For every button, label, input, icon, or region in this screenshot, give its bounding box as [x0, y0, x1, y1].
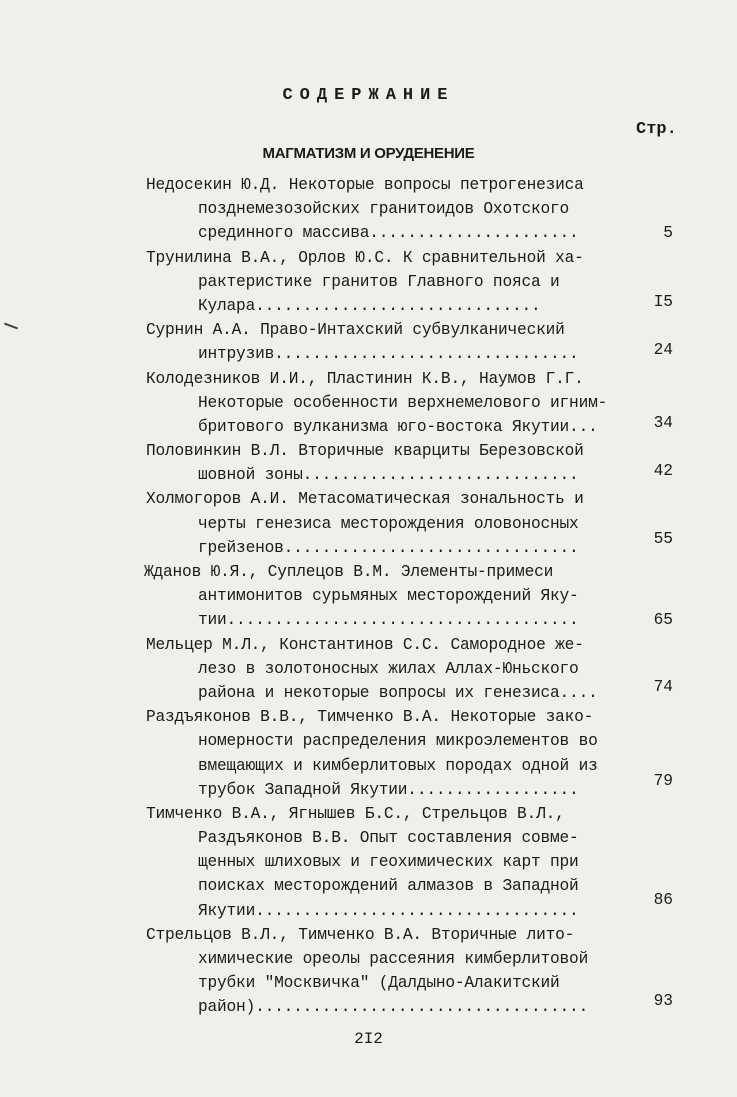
entry-line: Мельцер М.Л., Константинов С.С. Самородное же- — [146, 635, 584, 654]
entry-line: Раздъяконов В.В., Тимченко В.А. Некоторые зако- — [146, 708, 594, 727]
entry-line: Колодезников И.И., Пластинин К.В., Наумов Г.Г. — [146, 369, 584, 388]
entry-page-number: 5 — [663, 224, 673, 242]
contents-entry — [0, 439, 737, 487]
entry-line: лезо в золотоносных жилах Аллах-Юньского — [198, 659, 579, 678]
entry-line: позднемезозойских гранитоидов Охотского — [198, 200, 570, 219]
page-column-header: Стр. — [636, 120, 677, 139]
entry-page-number: 86 — [653, 890, 673, 909]
page-folio: 2I2 — [354, 1030, 383, 1048]
contents-entry — [0, 923, 737, 1020]
entry-line: срединного массива...................... — [198, 224, 579, 243]
document-title: СОДЕРЖАНИЕ — [282, 86, 455, 105]
contents-entry — [0, 487, 737, 560]
entry-line: Половинкин В.Л. Вторичные кварциты Березовской — [146, 442, 584, 461]
entry-line: Раздъяконов В.В. Опыт составления совме- — [198, 829, 579, 848]
entry-page-number: 65 — [653, 611, 673, 629]
entry-line: трубки "Москвичка" (Далдыно-Алакитский — [198, 974, 560, 993]
section-title: МАГМАТИЗМ И ОРУДЕНЕНИЕ — [262, 145, 475, 162]
entry-line: вмещающих и кимберлитовых породах одной из — [198, 756, 598, 775]
entry-line: Кулара.............................. — [198, 296, 541, 315]
contents-entry — [0, 560, 737, 633]
entry-line: район)................................... — [198, 998, 589, 1017]
entry-line: интрузив................................ — [198, 345, 579, 364]
entry-line: Сурнин А.А. Право-Интахский субвулканический — [146, 321, 565, 340]
contents-entry — [0, 802, 737, 923]
contents-entry — [0, 705, 737, 802]
entry-page-number: 74 — [653, 677, 673, 696]
entry-page-number: I5 — [653, 292, 673, 311]
entry-line: района и некоторые вопросы их генезиса.... — [198, 683, 598, 702]
entry-line: рактеристике гранитов Главного пояса и — [198, 272, 560, 291]
contents-entry — [0, 173, 737, 246]
entry-line: щенных шлиховых и геохимических карт при — [198, 853, 579, 872]
entry-line: Некоторые особенности верхнемелового игним- — [198, 393, 608, 412]
entry-page-number: 34 — [653, 413, 673, 432]
entry-line: шовной зоны............................. — [198, 466, 579, 485]
entry-line: Тимченко В.А., Ягнышев Б.С., Стрельцов В.Л., — [146, 804, 565, 823]
entry-line: химические ореолы рассеяния кимберлитовой — [198, 950, 589, 968]
contents-entry — [0, 246, 737, 319]
entry-line: антимонитов сурьмяных месторождений Яку- — [198, 587, 579, 606]
entry-line: поисках месторождений алмазов в Западной — [198, 877, 579, 896]
entry-line: номерности распределения микроэлементов во — [198, 732, 598, 751]
contents-entry — [0, 367, 737, 440]
entry-line: Жданов Ю.Я., Суплецов В.М. Элементы-примеси — [144, 563, 554, 581]
entry-page-number: 93 — [653, 991, 673, 1010]
entry-line: Холмогоров А.И. Метасоматическая зональность и — [146, 490, 584, 509]
entry-line: Стрельцов В.Л., Тимченко В.А. Вторичные лито- — [146, 925, 575, 944]
entry-page-number: 55 — [653, 530, 673, 549]
entry-line: Трунилина В.А., Орлов Ю.С. К сравнительной ха- — [146, 248, 584, 267]
entry-line: Якутии.................................. — [198, 901, 579, 920]
entry-line: тии..................................... — [198, 611, 579, 630]
contents-entry — [0, 633, 737, 706]
entry-line: черты генезиса месторождения оловоносных — [198, 514, 579, 533]
contents-list — [0, 173, 737, 1020]
entry-line: Недосекин Ю.Д. Некоторые вопросы петрогенезиса — [146, 176, 584, 194]
entry-line: грейзенов............................... — [198, 538, 579, 557]
entry-line: бритового вулканизма юго-востока Якутии... — [198, 417, 598, 436]
entry-page-number: 42 — [653, 462, 673, 481]
entry-line: трубок Западной Якутии.................. — [198, 780, 579, 799]
contents-entry — [0, 318, 737, 366]
entry-page-number: 79 — [653, 772, 673, 791]
entry-page-number: 24 — [653, 341, 673, 360]
